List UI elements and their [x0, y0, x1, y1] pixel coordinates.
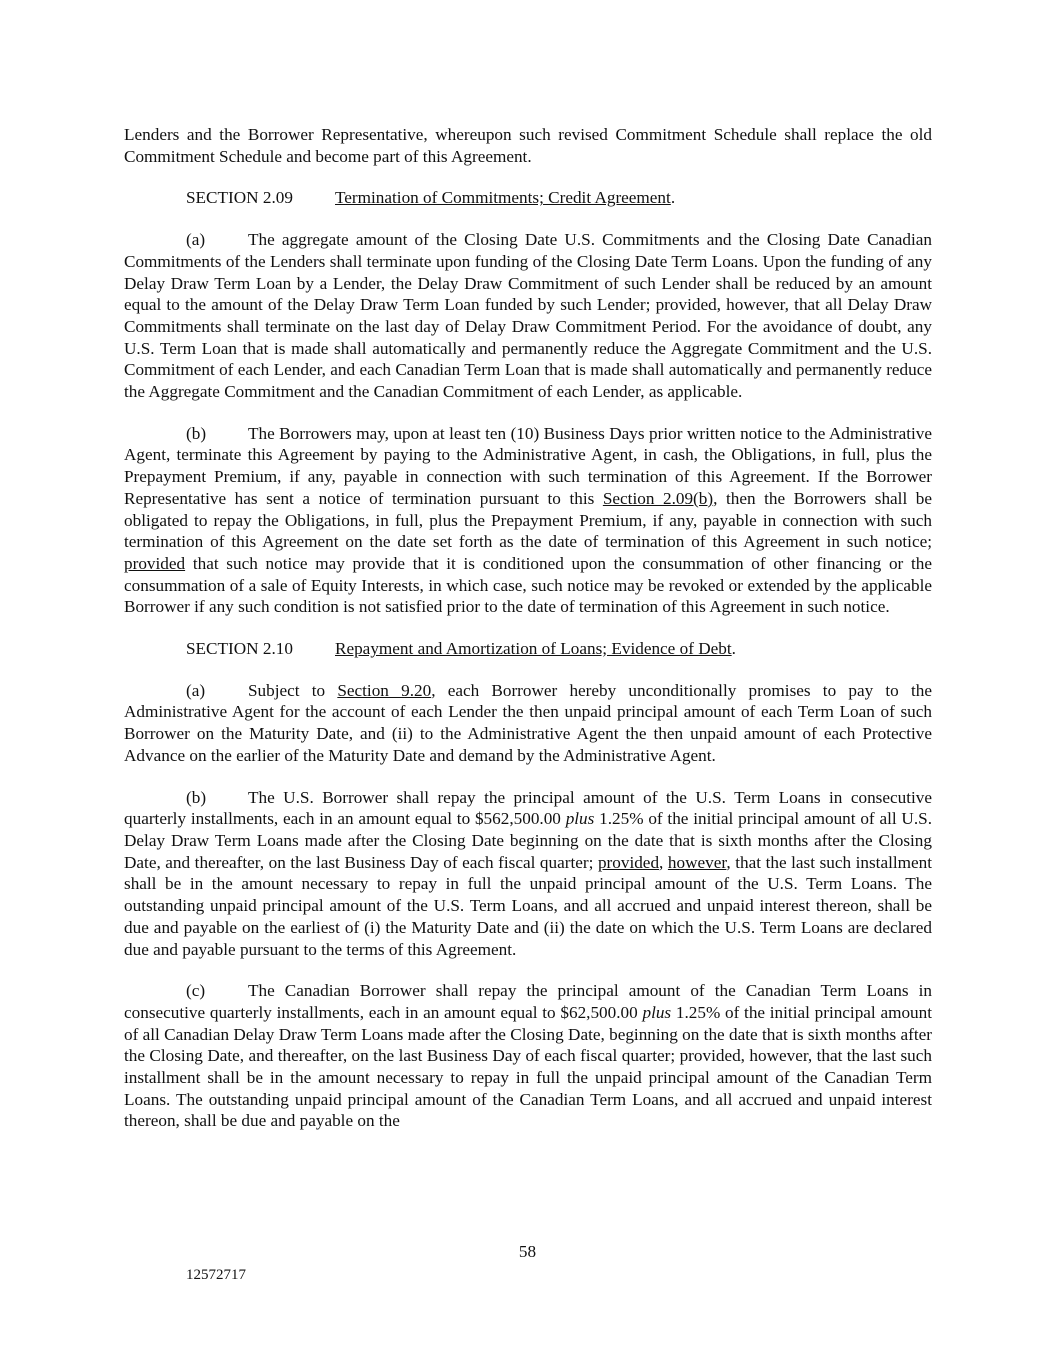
section-2-10-heading — [186, 638, 932, 660]
section-title: Termination of Commitments; Credit Agreement — [335, 188, 671, 208]
section-title-period: . — [731, 639, 736, 659]
cross-reference: Section 9.20 — [337, 680, 432, 700]
section-2-10-a — [124, 680, 932, 767]
clause-label: (b) — [186, 787, 207, 807]
section-number: SECTION 2.10 — [186, 639, 293, 659]
clause-label: (a) — [186, 230, 206, 250]
section-2-09-heading — [186, 187, 932, 209]
section-2-10-b — [124, 787, 932, 961]
clause-text: The aggregate amount of the Closing Date U.S. Commitments and the Closing Date Canadian Commitments of the Lenders shall terminate upon funding of the Closing Date Term Loans. Upon the funding of any Delay Draw Term Loan by a Lender, the Delay Draw Commitment of such Lender shall be reduced by an amount equal to the amount of the Delay Draw Term Loan funded by such Lender; provided, however, that all Delay Draw Commitments shall terminate on the last day of Delay Draw Commitment Period. For the avoidance of doubt, any U.S. Term Loan that is made shall automatically and permanently reduce the Aggregate Commitment and the U.S. Commitment of each Lender, and each Canadian Term Loan that is made shall automatically and permanently reduce the Aggregate Commitment and the Canadian Commitment of each Lender, as applicable. — [124, 230, 932, 402]
section-2-09-b — [124, 423, 932, 618]
clause-text: The U.S. Borrower shall repay the principal amount of the U.S. Term Loans in consecutive quarterly installments, each in an amount equal to $562,500.00 — [124, 787, 932, 829]
clause-text: , then the Borrowers shall be obligated to repay the Obligations, in full, plus the Prepayment Premium, if any, payable in connection with such termination of this Agreement on the date set forth as the date of termination of this Agreement in such notice; — [124, 488, 932, 552]
continuation-paragraph: Lenders and the Borrower Representative, whereupon such revised Commitment Schedule shall replace the old Commitment Schedule and become part of this Agreement. — [124, 125, 932, 166]
clause-text: Subject to — [248, 680, 338, 700]
section-2-10-c — [124, 980, 932, 1132]
clause-text: , that the last such installment shall be in the amount necessary to repay in full the unpaid principal amount of the U.S. Term Loans. The outstanding unpaid principal amount of the U.S. Term Loans, and all accrued and unpaid interest thereon, shall be due and payable on the earliest of (i) the Maturity Date and (ii) the date on which the U.S. Term Loans are declared due and payable pursuant to the terms of this Agreement. — [124, 852, 933, 959]
cross-reference: Section 2.09(b) — [602, 488, 714, 508]
however-term: however — [667, 852, 727, 872]
section-2-09-a — [124, 229, 932, 403]
clause-label: (b) — [186, 423, 207, 443]
clause-text: The Borrowers may, upon at least ten (10) Business Days prior written notice to the Administrative Agent, terminate this Agreement by paying to the Administrative Agent, in cash, the Obligations, in full, plus the Prepayment Premium, if any, payable in connection with such termination of this Agreement. If the Borrower Representative has sent a notice of termination pursuant to this — [124, 423, 932, 508]
plus-term: plus — [565, 809, 595, 829]
plus-term: plus — [642, 1002, 672, 1022]
clause-text: 1.25% of the initial principal amount of all Canadian Delay Draw Term Loans made after the Closing Date, beginning on the date that is sixth months after the Closing Date, and thereafter, on the last Business Day of each fiscal quarter; provided, however, that the last such installment shall be in the amount necessary to repay in full the unpaid principal amount of the Canadian Term Loans. The outstanding unpaid principal amount of the Canadian Term Loans, and all accrued and unpaid interest thereon, shall be due and payable on the — [124, 1002, 932, 1131]
section-title-period: . — [670, 188, 676, 208]
provided-term: provided — [597, 852, 660, 872]
document-page — [124, 124, 932, 1132]
clause-label: (c) — [186, 981, 206, 1001]
clause-text: The Canadian Borrower shall repay the principal amount of the Canadian Term Loans in consecutive quarterly installments, each in an amount equal to $62,500.00 — [124, 981, 932, 1022]
clause-text: that such notice may provide that it is conditioned upon the consummation of other financing or the consummation of a sale of Equity Interests, in which case, such notice may be revoked or extended by the applicable Borrower if any such condition is not satisfied prior to the date of termination of this Agreement in such notice. — [124, 553, 932, 617]
section-title: Repayment and Amortization of Loans; Evidence of Debt — [335, 639, 732, 659]
clause-text: , — [659, 852, 668, 872]
clause-text: , each Borrower hereby unconditionally promises to pay to the Administrative Agent for the account of each Lender the then unpaid principal amount of each Term Loan of such Borrower on the Maturity Date, and (ii) to the Administrative Agent the then unpaid amount of each Protective Advance on the earlier of the Maturity Date and demand by the Administrative Agent. — [124, 680, 932, 765]
clause-text: 1.25% of the initial principal amount of all U.S. Delay Draw Term Loans made after the Closing Date beginning on the date that is sixth months after the Closing Date, and thereafter, on the last Business Day of each fiscal quarter; — [124, 809, 932, 872]
clause-label: (a) — [186, 680, 206, 700]
document-id: 12572717 — [186, 1267, 246, 1283]
page-number: 58 — [518, 1242, 537, 1261]
section-number: SECTION 2.09 — [186, 188, 293, 208]
provided-term: provided — [124, 553, 186, 573]
